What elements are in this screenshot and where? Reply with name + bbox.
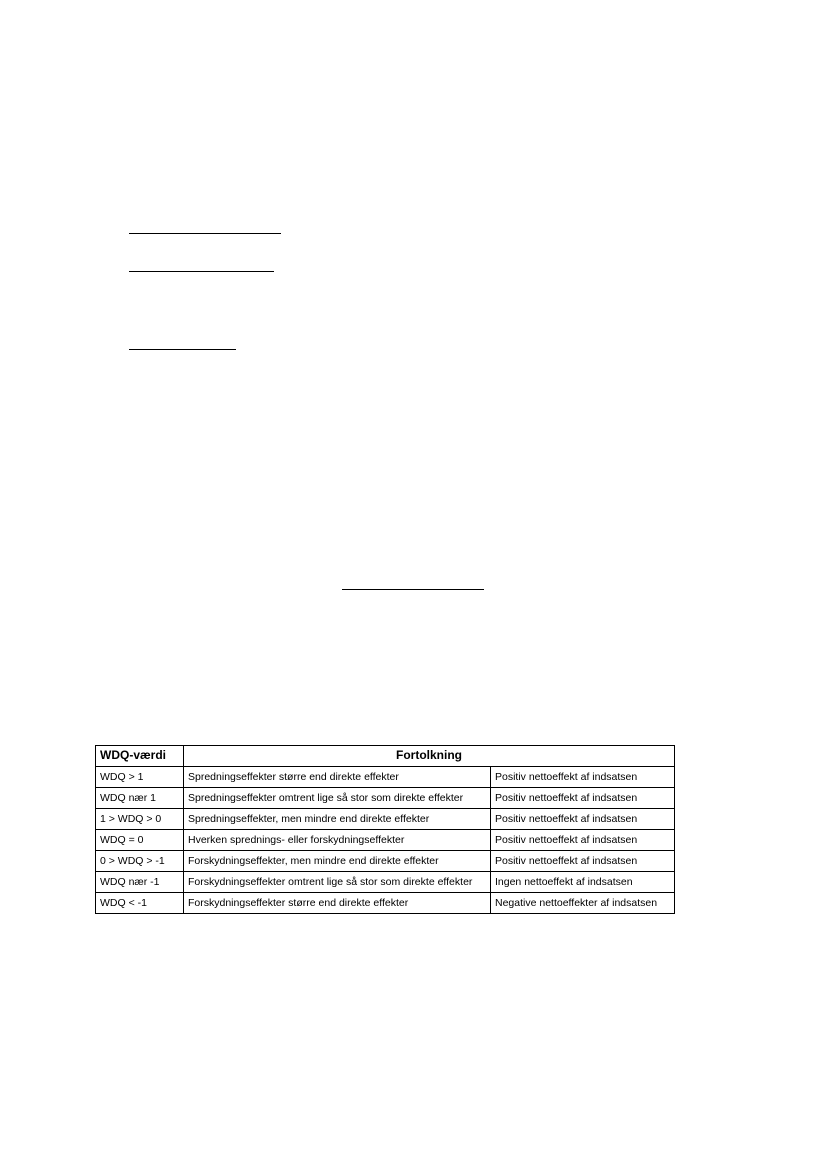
cell-net-effect: Positiv nettoeffekt af indsatsen: [491, 851, 675, 872]
cell-wdq-value: WDQ < -1: [96, 893, 184, 914]
header-wdq-value: WDQ-værdi: [96, 746, 184, 767]
cell-net-effect: Positiv nettoeffekt af indsatsen: [491, 830, 675, 851]
cell-wdq-value: 1 > WDQ > 0: [96, 809, 184, 830]
cell-effect-description: Hverken sprednings- eller forskydningseffekter: [184, 830, 491, 851]
cell-net-effect: Positiv nettoeffekt af indsatsen: [491, 767, 675, 788]
table-row: [96, 851, 675, 872]
cell-wdq-value: WDQ = 0: [96, 830, 184, 851]
cell-wdq-value: WDQ > 1: [96, 767, 184, 788]
underline-rule-3: [129, 349, 236, 350]
cell-effect-description: Forskydningseffekter større end direkte effekter: [184, 893, 491, 914]
cell-net-effect: Positiv nettoeffekt af indsatsen: [491, 788, 675, 809]
table-row: [96, 809, 675, 830]
cell-net-effect: Negative nettoeffekter af indsatsen: [491, 893, 675, 914]
underline-rule-2: [129, 271, 274, 272]
cell-effect-description: Spredningseffekter større end direkte effekter: [184, 767, 491, 788]
cell-net-effect: Ingen nettoeffekt af indsatsen: [491, 872, 675, 893]
table-row: [96, 872, 675, 893]
table-row: [96, 893, 675, 914]
table-row: [96, 788, 675, 809]
cell-net-effect: Positiv nettoeffekt af indsatsen: [491, 809, 675, 830]
cell-effect-description: Forskydningseffekter omtrent lige så stor som direkte effekter: [184, 872, 491, 893]
table-row: [96, 767, 675, 788]
cell-effect-description: Spredningseffekter, men mindre end direkte effekter: [184, 809, 491, 830]
header-interpretation: Fortolkning: [184, 746, 675, 767]
wdq-interpretation-table: [95, 745, 675, 914]
table-header-row: [96, 746, 675, 767]
underline-rule-4: [342, 589, 484, 590]
table-row: [96, 830, 675, 851]
underline-rule-1: [129, 233, 281, 234]
cell-wdq-value: WDQ nær 1: [96, 788, 184, 809]
cell-wdq-value: 0 > WDQ > -1: [96, 851, 184, 872]
cell-wdq-value: WDQ nær -1: [96, 872, 184, 893]
cell-effect-description: Forskydningseffekter, men mindre end direkte effekter: [184, 851, 491, 872]
cell-effect-description: Spredningseffekter omtrent lige så stor som direkte effekter: [184, 788, 491, 809]
